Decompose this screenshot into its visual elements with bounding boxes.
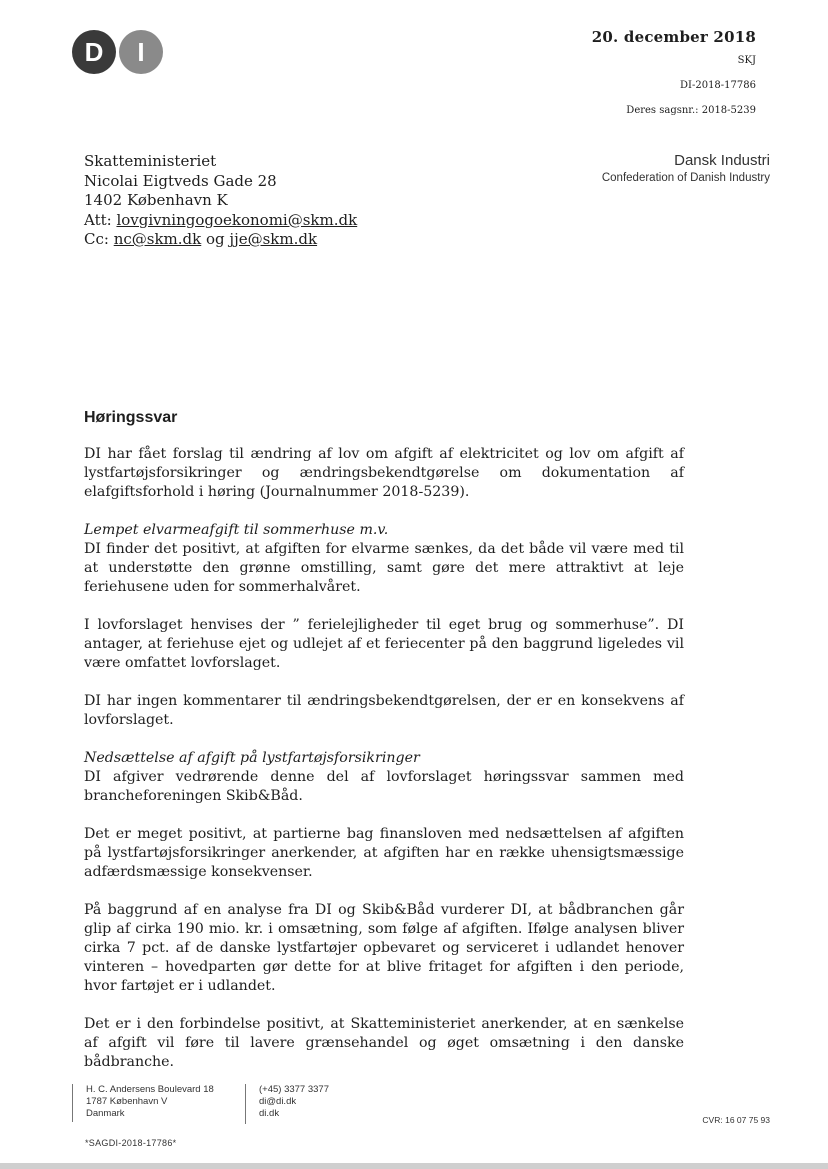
cc-label: Cc: [84,230,114,248]
recipient-street: Nicolai Eigtveds Gade 28 [84,171,277,190]
section-2 [84,749,684,806]
logo-d-circle: D [72,30,116,74]
recipient-address [84,152,357,250]
section-2-paragraph-3: På baggrund af en analyse fra DI og Skib&Båd vurderer DI, at bådbranchen går glip af cirka 190 mio. kr. i omsætning, som følge af afgiften. Ifølge analysen bliver cirka 7 pct. af de danske lystfartøjer opbevaret og serviceret i udlandet henover vinteren – hovedparten gør dette for at blive fritaget for afgiften i den periode, hvor fartøjet er i udlandet. [84,902,684,994]
footer-phone: (+45) 3377 3377 [259,1084,329,1095]
section-2-paragraph-1: DI afgiver vedrørende denne del af lovforslaget høringssvar sammen med brancheforeningen Skib&Båd. [84,769,684,804]
section-1-heading: Lempet elvarmeafgift til sommerhuse m.v. [84,522,389,538]
footer-address-line-1: H. C. Andersens Boulevard 18 [86,1084,214,1095]
section-1 [84,521,684,597]
att-line [84,211,357,231]
footer-contact [245,1084,329,1124]
reference-number: DI-2018-17786 [680,80,756,91]
section-2-paragraph-2: Det er meget positivt, at partierne bag finansloven med nedsættelsen af afgiften på lystfartøjsforsikringer anerkender, at afgiften har en række uhensigtsmæssige adfærdsmæssige konsekvenser. [84,826,684,880]
cc-line [84,230,357,250]
sender-subtitle: Confederation of Danish Industry [601,172,770,184]
cc-join: og [201,230,230,248]
recipient-name: Skatteministeriet [84,152,217,170]
footer-address [72,1084,214,1122]
barcode-text: *SAGDI-2018-17786* [85,1138,177,1148]
scan-bottom-edge [0,1163,828,1169]
att-email-link[interactable]: lovgivningogoekonomi@skm.dk [116,210,358,229]
sender-name: Dansk Industri [674,152,770,169]
letter-title: Høringssvar [84,409,178,426]
sender-organisation [602,152,770,184]
recipient-city: 1402 København K [84,191,228,209]
logo-i-circle: I [119,30,163,74]
case-number: Deres sagsnr.: 2018-5239 [626,105,756,116]
section-2-paragraph-4: Det er i den forbindelse positivt, at Skatteministeriet anerkender, at en sænkelse af afgift vil føre til lavere grænsehandel og øget omsætning i den danske bådbranche. [84,1016,684,1070]
section-1-paragraph-1: DI finder det positivt, at afgiften for elvarme sænkes, da det både vil være med til at understøtte den grønne omstilling, samt gøre det mere attraktivt at leje feriehusene uden for sommerhalvåret. [84,541,684,595]
di-logo [72,30,164,74]
section-1-paragraph-3: DI har ingen kommentarer til ændringsbekendtgørelsen, der er en konsekvens af lovforslaget. [84,693,684,728]
letter-header-meta [592,28,756,116]
letter-body [84,408,684,1091]
footer-cvr: CVR: 16 07 75 93 [702,1115,770,1125]
section-2-heading: Nedsættelse af afgift på lystfartøjsforsikringer [84,750,420,766]
author-initials: SKJ [737,55,756,66]
cc-email-link-2[interactable]: jje@skm.dk [229,230,318,248]
footer-email: di@di.dk [259,1096,297,1107]
cc-email-link-1[interactable]: nc@skm.dk [113,230,202,248]
section-1-paragraph-2: I lovforslaget henvises der ” ferielejligheder til eget brug og sommerhuse”. DI antager, at feriehuse ejet og udlejet af et feriecenter på den baggrund ligeledes vil være omfattet lovforslaget. [84,617,684,671]
att-label: Att: [84,210,117,229]
footer-address-line-2: 1787 København V [86,1096,168,1107]
footer-address-line-3: Danmark [86,1108,125,1119]
intro-paragraph: DI har fået forslag til ændring af lov om afgift af elektricitet og lov om afgift af lystfartøjsforsikringer og ændringsbekendtgørelse om dokumentation af elafgiftsforhold i høring (Journalnummer 2018-5239). [84,446,684,500]
footer-web: di.dk [259,1108,280,1119]
letter-date: 20. december 2018 [591,28,756,46]
